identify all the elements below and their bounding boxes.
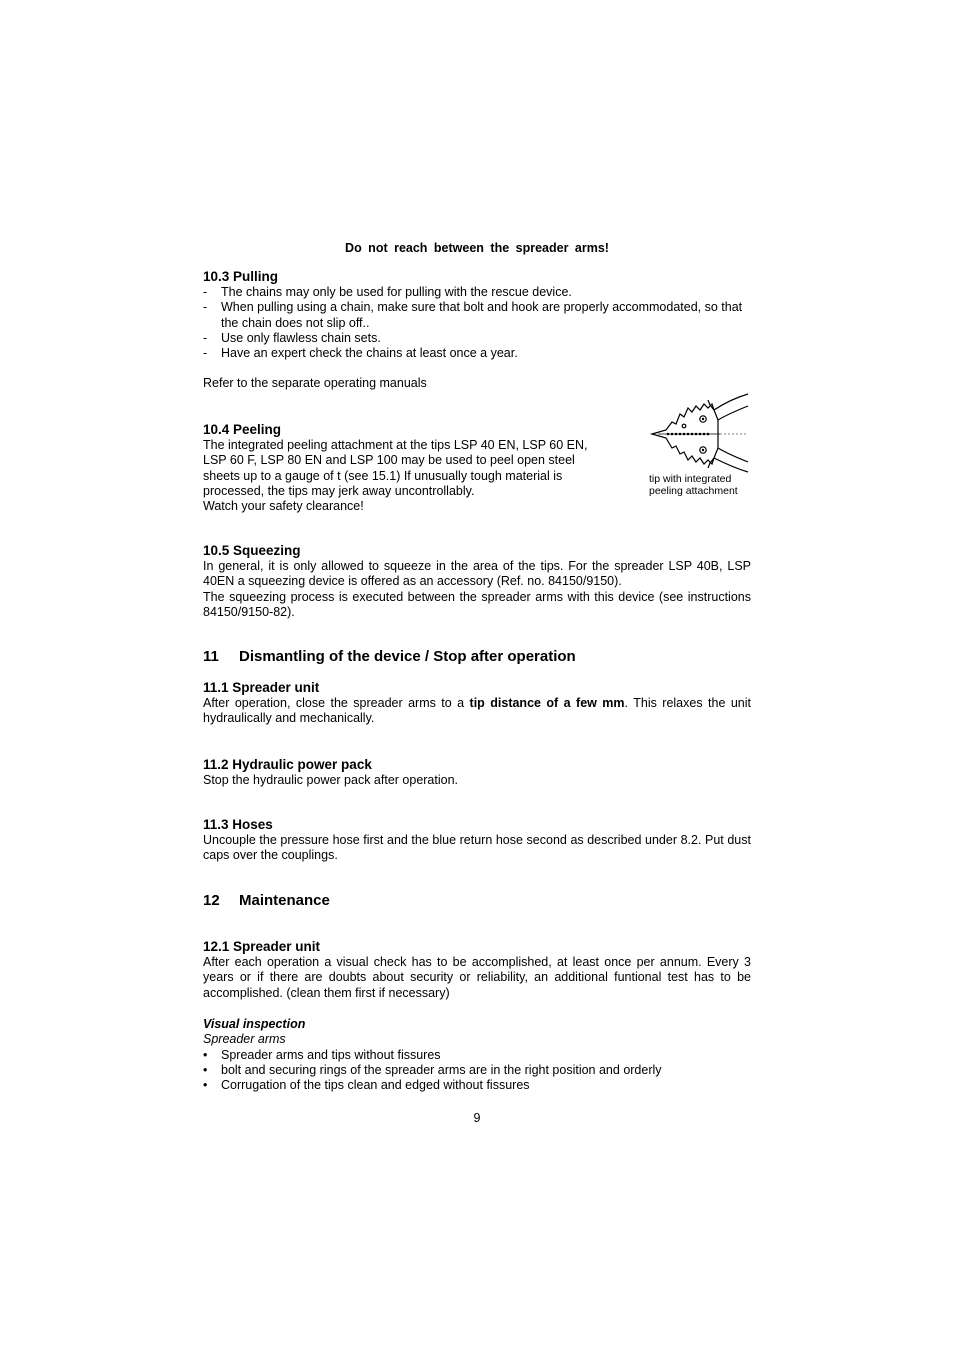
page-number: 9	[473, 1111, 481, 1125]
section-12-1	[203, 939, 751, 1001]
section-heading: 10.4 Peeling	[203, 422, 282, 437]
peeling-line: processed, the tips may jerk away uncontrollably.	[203, 483, 475, 498]
peeling-line: sheets up to a gauge of t (see 15.1) If unusually tough material is	[203, 468, 563, 483]
spreader-tip-illustration	[648, 392, 752, 474]
section-11-3	[203, 817, 751, 864]
list-item: • Corrugation of the tips clean and edged without fissures	[203, 1078, 530, 1093]
peeling-line: Watch your safety clearance!	[203, 499, 364, 514]
section-heading: 10.5 Squeezing	[203, 543, 301, 558]
paragraph: After each operation a visual check has to be accomplished, at least once per annum. Every 3 years or if there are doubts about security or reliability, an additional funtional test has to be accomplished. (clean them first if necessary)	[203, 955, 751, 1000]
peeling-line: The integrated peeling attachment at the tips LSP 40 EN, LSP 60 EN,	[203, 438, 588, 452]
figure-caption: tip with integrated peeling attachment	[649, 473, 738, 497]
section-heading: 11.2 Hydraulic power pack	[203, 757, 372, 772]
safety-warning: Do not reach between the spreader arms!	[345, 241, 609, 255]
list-item: - The chains may only be used for pulling with the rescue device.	[203, 285, 572, 299]
paragraph: Stop the hydraulic power pack after operation.	[203, 773, 459, 787]
visual-inspection	[203, 1017, 751, 1093]
section-heading: 10.3 Pulling	[203, 269, 279, 284]
peeling-line: LSP 60 F, LSP 80 EN and LSP 100 may be used to peel open steel	[203, 453, 575, 468]
subheading-item: Spreader arms	[203, 1032, 286, 1047]
section-11-1	[203, 680, 751, 727]
inspection-list	[203, 1048, 751, 1094]
section-10-3	[203, 269, 751, 361]
list-item: - When pulling using a chain, make sure that bolt and hook are properly accommodated, so that the chain does not slip off..	[203, 300, 743, 330]
pulling-list	[203, 285, 751, 361]
refer-note: Refer to the separate operating manuals	[203, 376, 427, 390]
paragraph: In general, it is only allowed to squeeze in the area of the tips. For the spreader LSP 40B, LSP 40EN a squeezing device is offered as an accessory (Ref. no. 84150/9150).	[203, 559, 751, 589]
section-heading: 11.1 Spreader unit	[203, 680, 320, 695]
chapter-heading-12: 12 Maintenance	[203, 892, 330, 909]
list-item: - Have an expert check the chains at least once a year.	[203, 346, 518, 361]
list-item: • bolt and securing rings of the spreader arms are in the right position and orderly	[203, 1062, 662, 1077]
subheading: Visual inspection	[203, 1017, 306, 1031]
peeling-tip-figure	[648, 392, 752, 497]
list-item: - Use only flawless chain sets.	[203, 330, 381, 345]
paragraph: After operation, close the spreader arms to a tip distance of a few mm. This relaxes the unit hydraulically and mechanically.	[203, 696, 751, 726]
chapter-heading-11: 11 Dismantling of the device / Stop after operation	[203, 648, 576, 665]
section-11-2	[203, 757, 751, 788]
paragraph: Uncouple the pressure hose first and the blue return hose second as described under 8.2. Put dust caps over the couplings.	[203, 833, 751, 863]
paragraph: The squeezing process is executed between the spreader arms with this device (see instructions 84150/9150-82).	[203, 589, 751, 619]
list-item: • Spreader arms and tips without fissures	[203, 1047, 441, 1062]
section-heading: 12.1 Spreader unit	[203, 939, 321, 954]
section-10-5	[203, 543, 751, 620]
section-heading: 11.3 Hoses	[203, 817, 273, 832]
section-10-4	[203, 422, 623, 514]
